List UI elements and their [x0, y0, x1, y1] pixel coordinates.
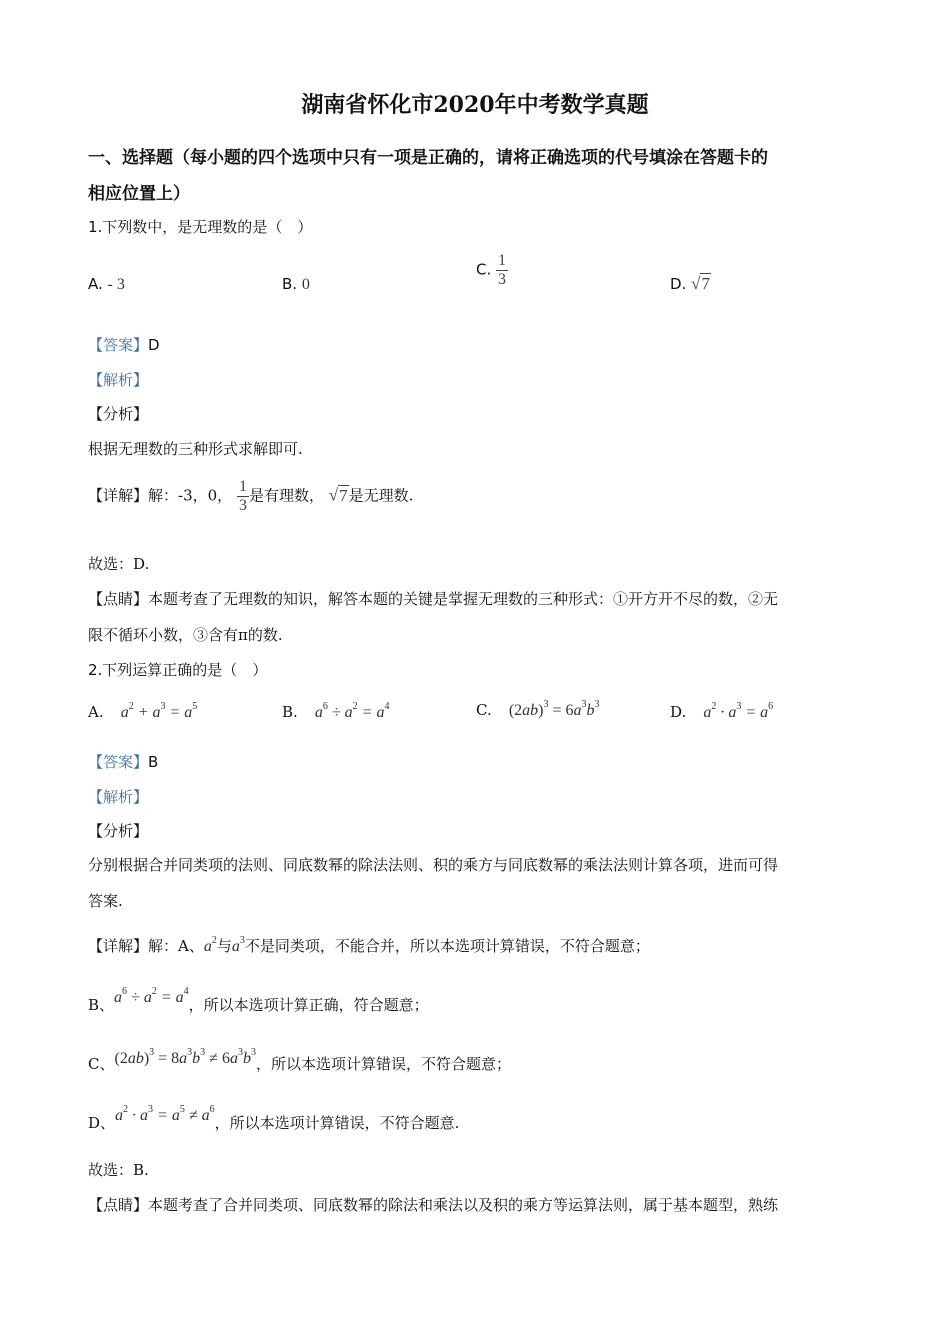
fraction-denominator: 3 [238, 497, 247, 514]
detail-d-expr: $a^2 \cdot a^3 = a^5 \ne a^6$ [115, 1104, 215, 1124]
detail-mid: 是有理数， [248, 486, 324, 505]
q1-option-d-label: D. [670, 275, 687, 293]
detail-a-expr1: $a^2$ [203, 935, 217, 955]
q1-fenxi-tag: 【分析】 [88, 405, 149, 423]
q1-fenxi-text: 根据无理数的三种形式求解即可. [88, 440, 303, 458]
radical-sign: √ [691, 274, 701, 293]
radical-sign: √ [328, 485, 339, 505]
detail-d-prefix: D、 [88, 1114, 116, 1132]
q1-option-d [670, 274, 711, 294]
q1-option-b-label: B. [282, 275, 298, 293]
q1-analysis-tag: 【解析】 [88, 371, 149, 389]
question-2-stem-text: 2.下列运算正确的是（ ） [88, 661, 268, 679]
answer-tag: 【答案】 [88, 753, 149, 771]
q1-detail [88, 478, 413, 515]
question-1-stem-text: 1.下列数中，是无理数的是（ ） [88, 218, 313, 236]
q1-option-c-label: C. [476, 260, 492, 279]
detail-a-expr2: $a^3$ [231, 935, 245, 955]
q2-option-d-expr: $a^2 \cdot a^3 = a^6$ [703, 701, 774, 721]
detail-sqrt [329, 485, 349, 505]
detail-tag: 【详解】 [88, 486, 149, 505]
q2-option-c-expr: $(2ab)^3 = 6a^3b^3$ [508, 699, 600, 719]
detail-b-suffix: ，所以本选项计算正确，符合题意； [188, 996, 429, 1014]
q1-option-c-fraction [496, 252, 508, 289]
q2-choose: 故选：B. [88, 1161, 149, 1179]
comment-tag: 【点睛】 [88, 590, 149, 608]
q1-option-c [476, 252, 508, 289]
q2-comment-line1 [88, 1194, 778, 1215]
question-2-stem [88, 659, 267, 680]
detail-suffix: 是无理数. [348, 486, 414, 505]
q2-option-d-label: D. [670, 703, 687, 721]
detail-a-mid: 与 [216, 937, 232, 955]
detail-b-prefix: B、 [88, 996, 115, 1014]
q2-detail-c [88, 1047, 511, 1074]
detail-b-expr: $a^6 \div a^2 = a^4$ [114, 986, 189, 1006]
comment-text: 本题考查了合并同类项、同底数幂的除法和乘法以及积的乘方等运算法则，属于基本题型，熟练 [148, 1196, 779, 1214]
q1-option-b-value: 0 [301, 276, 310, 293]
fraction-numerator: 1 [238, 478, 247, 495]
comment-text: 本题考查了无理数的知识，解答本题的关键是掌握无理数的三种形式：①开方开不尽的数，②无 [148, 590, 779, 608]
q2-fenxi-line1: 分别根据合并同类项的法则、同底数幂的除法法则、积的乘方与同底数幂的乘法法则计算各项，进而可得 [88, 856, 779, 874]
q2-option-b [282, 702, 389, 722]
q2-option-c [476, 700, 600, 720]
q2-fenxi-line2: 答案. [88, 892, 123, 910]
q2-option-d [670, 702, 773, 722]
q1-option-a-label: A. [88, 275, 103, 293]
detail-fraction [237, 478, 249, 515]
fraction-denominator: 3 [498, 271, 507, 288]
detail-c-prefix: C、 [88, 1055, 115, 1073]
page-title: 湖南省怀化市2020年中考数学真题 [301, 92, 649, 118]
q2-fenxi-tag: 【分析】 [88, 822, 149, 840]
q2-option-a [88, 702, 197, 722]
q1-answer [88, 334, 160, 355]
q2-option-a-expr: $a^2 + a^3 = a^5$ [120, 701, 198, 721]
q2-option-b-label: B. [282, 703, 298, 721]
answer-value: B [148, 753, 159, 771]
q1-option-d-sqrt [691, 273, 711, 293]
q1-option-b [282, 275, 310, 294]
section-heading-line2: 相应位置上） [88, 184, 190, 204]
q1-option-a-value: - 3 [107, 276, 125, 293]
detail-tag: 【详解】 [88, 937, 149, 955]
radicand: 7 [339, 485, 348, 505]
q2-option-a-label: A. [88, 703, 104, 721]
q1-comment-line1 [88, 588, 778, 609]
q2-answer [88, 751, 158, 772]
question-1-stem [88, 216, 312, 237]
q1-option-a [88, 275, 125, 294]
detail-prefix: 解：-3，0， [148, 486, 233, 505]
detail-c-suffix: ，所以本选项计算错误，不符合题意； [255, 1055, 511, 1073]
q1-comment-line2: 限不循环小数，③含有π的数. [88, 626, 283, 644]
fraction-numerator: 1 [498, 252, 507, 269]
detail-c-expr: $(2ab)^3 = 8a^3b^3 \ne 6a^3b^3$ [114, 1047, 256, 1067]
detail-d-suffix: ，所以本选项计算错误，不符合题意. [214, 1114, 460, 1132]
comment-tag: 【点睛】 [88, 1196, 149, 1214]
q2-option-b-expr: $a^6 \div a^2 = a^4$ [314, 701, 390, 721]
q2-analysis-tag: 【解析】 [88, 788, 149, 806]
answer-tag: 【答案】 [88, 336, 149, 354]
detail-a-suffix: 不是同类项，不能合并，所以本选项计算错误，不符合题意； [244, 937, 650, 955]
detail-a-prefix: 解：A、 [148, 937, 204, 955]
q1-choose: 故选：D. [88, 555, 150, 573]
q2-detail-d [88, 1104, 460, 1133]
q2-option-c-label: C. [476, 701, 492, 719]
section-heading-line1: 一、选择题（每小题的四个选项中只有一项是正确的，请将正确选项的代号填涂在答题卡的 [88, 148, 768, 168]
radicand: 7 [701, 274, 710, 293]
q2-detail-a [88, 935, 650, 956]
q2-detail-b [88, 986, 429, 1015]
answer-value: D [148, 336, 160, 354]
